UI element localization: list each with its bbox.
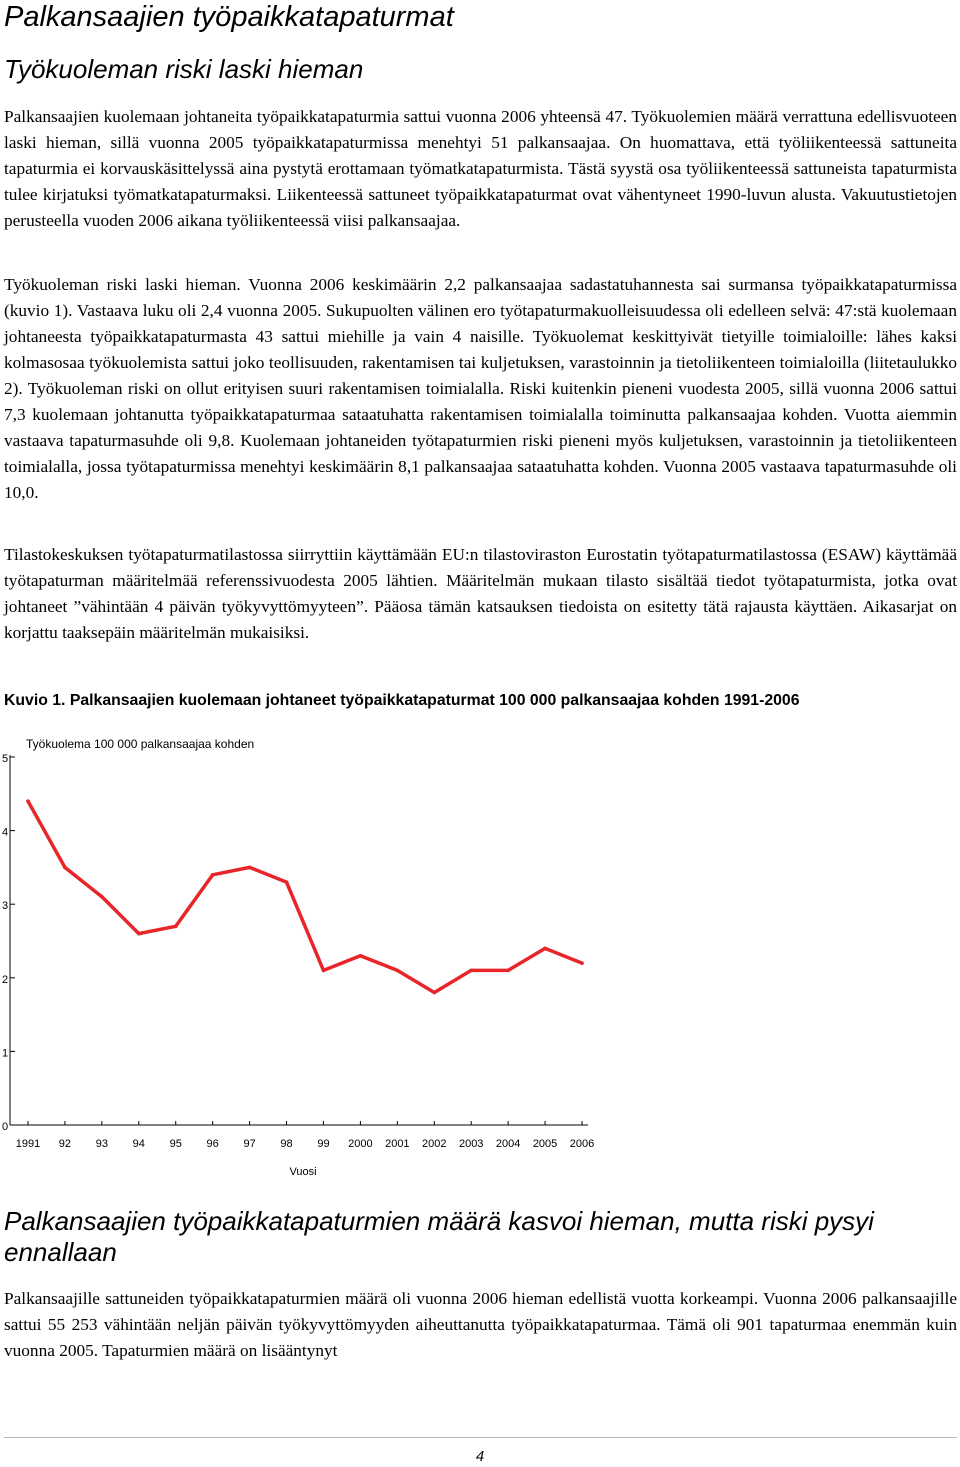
data-point bbox=[26, 799, 30, 803]
data-point bbox=[396, 969, 400, 973]
figure-caption bbox=[4, 690, 799, 712]
page-title: Palkansaajien työpaikkatapaturmat bbox=[4, 1, 454, 33]
y-tick-label: 4 bbox=[2, 826, 9, 839]
x-tick-label: 1991 bbox=[15, 1138, 41, 1150]
line-chart bbox=[0, 730, 960, 1185]
x-tick-label: 96 bbox=[206, 1138, 219, 1150]
data-point bbox=[63, 866, 67, 870]
section-heading-2: Palkansaajien työpaikkatapaturmien määrä kasvoi hieman, mutta riski pysyi ennallaan bbox=[4, 1206, 874, 1267]
y-tick-label: 2 bbox=[2, 973, 9, 986]
footer-divider bbox=[4, 1437, 957, 1438]
x-tick-label: 92 bbox=[58, 1138, 72, 1150]
y-tick-label: 5 bbox=[2, 753, 9, 765]
data-point bbox=[285, 880, 289, 884]
x-tick-label: 2001 bbox=[385, 1138, 410, 1150]
data-point bbox=[580, 961, 584, 965]
x-tick-label: 93 bbox=[95, 1138, 108, 1150]
data-point bbox=[248, 866, 252, 870]
x-tick-label: 2004 bbox=[495, 1138, 521, 1150]
x-tick-label: 98 bbox=[280, 1138, 293, 1150]
x-tick-label: 2006 bbox=[569, 1138, 595, 1150]
figure-caption-text: Palkansaajien kuolemaan johtaneet työpaikkatapaturmat 100 000 palkansaajaa kohden 1991-2006 bbox=[65, 692, 800, 709]
x-tick-label: 99 bbox=[317, 1138, 330, 1150]
series-line bbox=[28, 801, 582, 992]
x-tick-label: 94 bbox=[132, 1138, 145, 1150]
page-number: 4 bbox=[475, 1448, 485, 1465]
data-point bbox=[506, 969, 510, 973]
data-point bbox=[137, 932, 141, 936]
data-point bbox=[174, 924, 178, 928]
chart-title: Työkuolema 100 000 palkansaajaa kohden bbox=[26, 737, 255, 751]
x-tick-label: 97 bbox=[243, 1138, 256, 1150]
section-heading-1: Työkuoleman riski laski hieman bbox=[4, 54, 364, 84]
y-tick-label: 0 bbox=[2, 1121, 9, 1133]
data-point bbox=[359, 954, 363, 958]
paragraph-3: Tilastokeskuksen työtapaturmatilastossa siirryttiin käyttämään EU:n tilastoviraston Eurostatin työtapaturmatilastossa (ESAW) käyttämää työtapaturman määritelmää referenssivuodesta 2005 lähtien. Määritelmän mukaan tilasto sisältää tiedot työtapaturmista, jotka ovat johtaneet ”vähintään 4 päivän työkyvyttömyyteen”. Pääosa tämän katsauksen tiedoista on esitetty tätä rajausta käyttäen. Aikasarjat on korjattu taaksepäin määritelmän mukaisiksi. bbox=[4, 545, 957, 642]
paragraph-2: Työkuoleman riski laski hieman. Vuonna 2006 keskimäärin 2,2 palkansaajaa sadastatuhannesta sai surmansa työpaikkatapaturmissa (kuvio 1). Vastaava luku oli 2,4 vuonna 2005. Sukupuolten välinen ero työtapaturmakuolleisuudessa oli edelleen selvä: 47:stä kuolemaan johtaneesta työpaikkatapaturmasta 43 sattui miehille ja vain 4 naisille. Työkuolemat keskittyivät tietyille toimialoille: lähes kaksi kolmasosaa työkuolemista sattui joko teollisuuden, rakentamisen tai kuljetuksen, varastoinnin ja tietoliikenteen toimialoilla (liitetaulukko 2). Työkuoleman riski on ollut erityisen suuri rakentamisen toimialalla. Riski kuitenkin pieneni vuodesta 2005, sillä vuonna 2006 sattui 7,3 kuolemaan johtanutta työpaikkatapaturmaa sataatuhatta rakentamisen toimialalla toiminutta palkansaajaa kohden. Vuotta aiemmin vastaava tapaturmasuhde oli 9,8. Kuolemaan johtaneiden työtapaturmien riski pieneni myös kuljetuksen, varastoinnin ja tietoliikenteen toimialalla, jossa työtapaturmissa menehtyi keskimäärin 8,1 palkansaajaa sataatuhatta kohden. Vuonna 2005 vastaava tapaturmasuhde oli 10,0. bbox=[4, 275, 957, 502]
x-tick-label: 2002 bbox=[422, 1138, 447, 1150]
data-point bbox=[211, 873, 215, 877]
y-tick-label: 1 bbox=[2, 1047, 9, 1060]
x-tick-label: 95 bbox=[169, 1138, 182, 1150]
data-point bbox=[322, 969, 326, 973]
x-tick-label: 2000 bbox=[348, 1138, 373, 1150]
paragraph-1: Palkansaajien kuolemaan johtaneita työpaikkatapaturmia sattui vuonna 2006 yhteensä 47. Työkuolemien määrä verrattuna edellisvuoteen laski hieman, sillä vuonna 2005 työpaikkatapaturmissa menehtyi 51 palkansaajaa. On huomattava, että työliikenteessä sattuneita tapaturmia ei korvauskäsittelyssä aina pystytä erottamaan työmatkatapaturmista. Tästä syystä osa työliikenteessä sattuneista tapaturmista tulee kirjatuksi työmatkatapaturmaksi. Liikenteessä sattuneet työpaikkatapaturmat ovat vähentyneet 1990-luvun alusta. Vakuutustietojen perusteella vuoden 2006 aikana työliikenteessä viisi palkansaajaa. bbox=[4, 107, 957, 230]
paragraph-4: Palkansaajille sattuneiden työpaikkatapaturmien määrä oli vuonna 2006 hieman edellistä vuotta korkeampi. Vuonna 2006 palkansaajille sattui 55 253 vähintään neljän päivän työkyvyttömyyden aiheuttanutta työpaikkatapaturmaa. Tämä oli 901 tapaturmaa enemmän kuin vuonna 2005. Tapaturmien määrä on lisääntynyt bbox=[4, 1289, 957, 1360]
data-point bbox=[543, 947, 547, 951]
data-point bbox=[469, 969, 473, 973]
y-tick-label: 3 bbox=[2, 900, 9, 913]
data-point bbox=[100, 895, 104, 899]
x-axis-label: Vuosi bbox=[289, 1166, 317, 1178]
data-point bbox=[432, 991, 436, 995]
x-tick-label: 2005 bbox=[532, 1138, 558, 1150]
x-tick-label: 2003 bbox=[458, 1138, 484, 1150]
figure-caption-label: Kuvio 1. bbox=[4, 692, 66, 709]
